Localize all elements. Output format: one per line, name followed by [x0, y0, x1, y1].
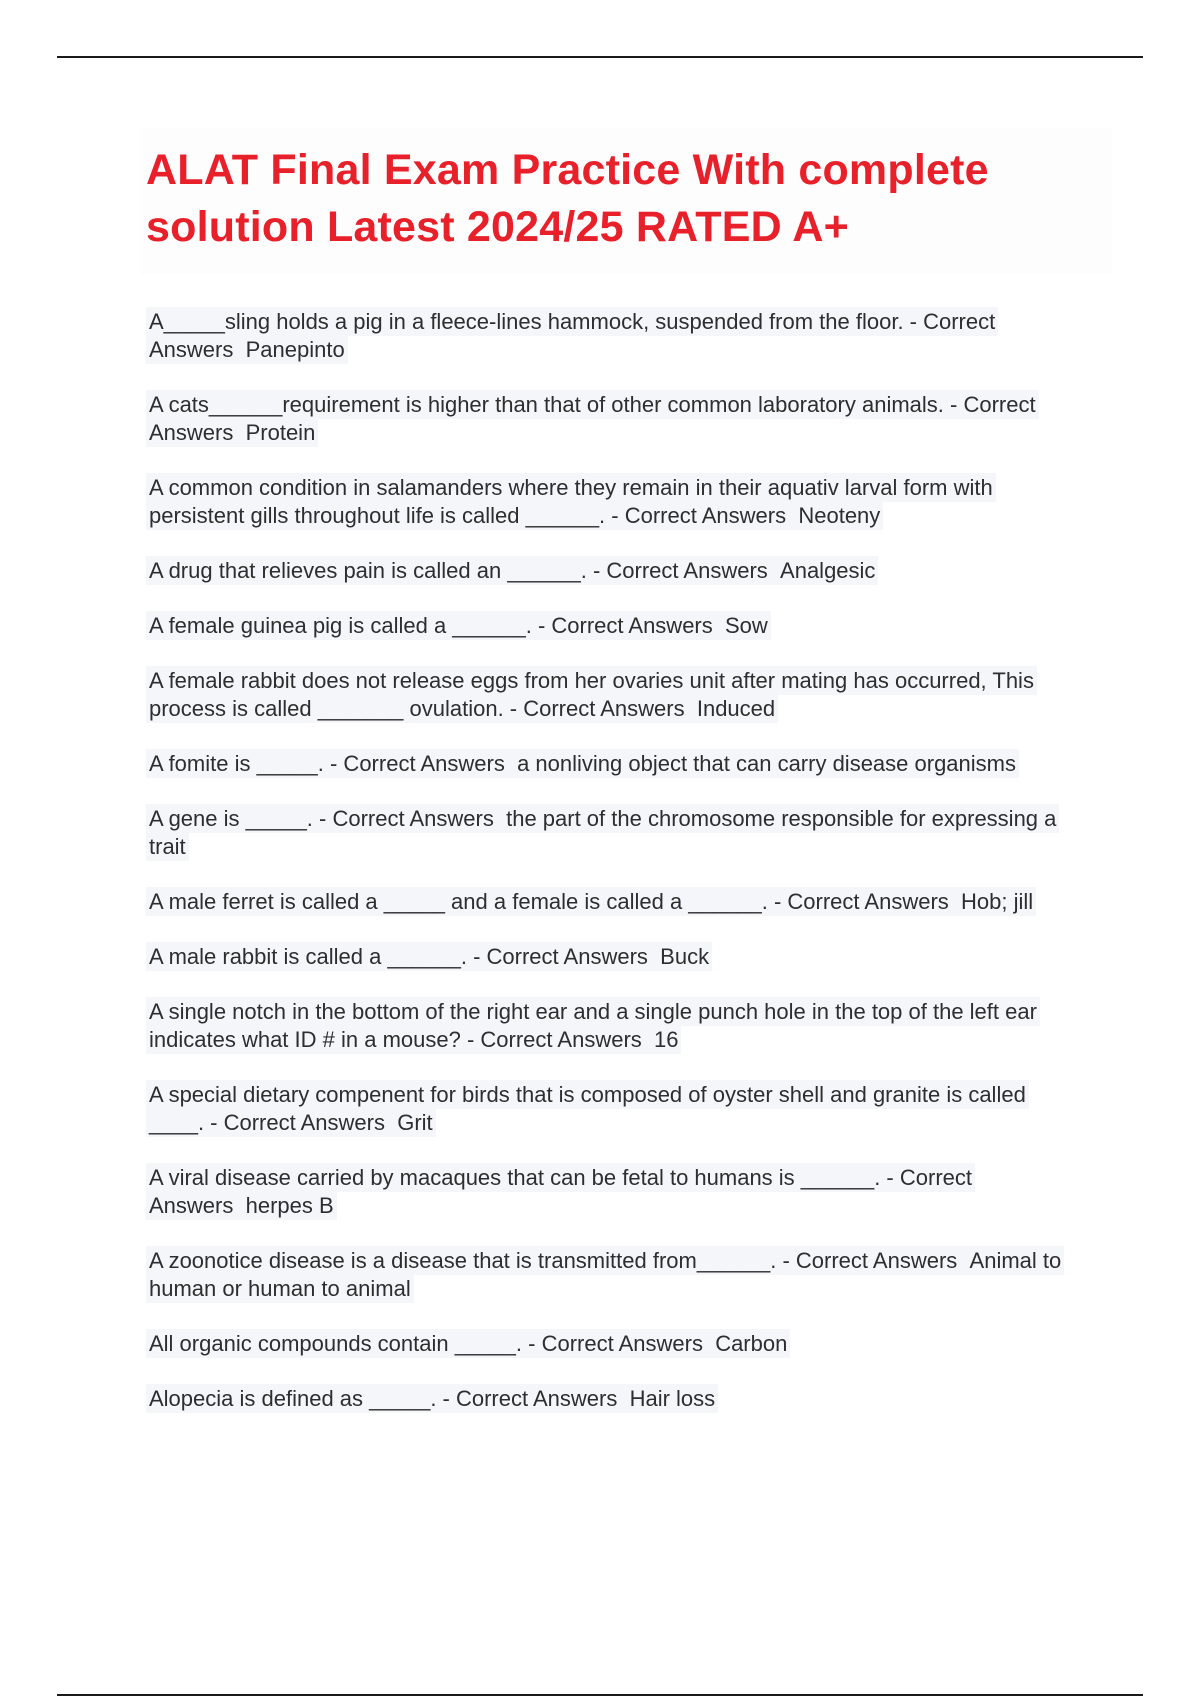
qa-answer: 16 — [654, 1027, 679, 1052]
title-block — [140, 128, 1112, 274]
bottom-rule — [57, 1694, 1143, 1696]
qa-question: A common condition in salamanders where they remain in their aquativ larval form with persistent gills throughout life is called ______. - Correct Answers — [149, 475, 993, 528]
qa-item — [146, 474, 1086, 530]
qa-question: A female rabbit does not release eggs from her ovaries unit after mating has occurred, This process is called _______ ovulation. - Correct Answers — [149, 668, 1034, 721]
qa-answer: Grit — [397, 1110, 433, 1135]
qa-answer: a nonliving object that can carry disease organisms — [517, 751, 1016, 776]
qa-answer: Carbon — [715, 1331, 788, 1356]
document-title: ALAT Final Exam Practice With complete solution Latest 2024/25 RATED A+ — [146, 146, 989, 251]
qa-answer: Animal to human or human to animal — [149, 1248, 1062, 1301]
qa-item — [146, 805, 1086, 861]
qa-item — [146, 1385, 1086, 1413]
qa-item — [146, 998, 1086, 1054]
qa-question: Alopecia is defined as _____. - Correct Answers — [149, 1386, 618, 1411]
qa-answer: Hob; jill — [961, 889, 1034, 914]
qa-question: A_____sling holds a pig in a fleece-lines hammock, suspended from the floor. - Correct Answers — [149, 309, 996, 362]
qa-answer: Neoteny — [798, 503, 881, 528]
qa-item — [146, 943, 1086, 971]
qa-answer: Induced — [696, 696, 776, 721]
qa-question: A special dietary compenent for birds that is composed of oyster shell and granite is called ____. - Correct Answers — [149, 1082, 1026, 1135]
qa-item — [146, 750, 1086, 778]
qa-answer: Protein — [245, 420, 316, 445]
qa-answer: herpes B — [245, 1193, 334, 1218]
qa-question: A gene is _____. - Correct Answers — [149, 806, 494, 831]
qa-item — [146, 1247, 1086, 1303]
qa-list — [146, 308, 1086, 1440]
qa-item — [146, 1164, 1086, 1220]
qa-question: A fomite is _____. - Correct Answers — [149, 751, 505, 776]
qa-answer: the part of the chromosome responsible for expressing a trait — [149, 806, 1057, 859]
qa-answer: Analgesic — [780, 558, 876, 583]
qa-question: A viral disease carried by macaques that can be fetal to humans is ______. - Correct Answers — [149, 1165, 972, 1218]
top-rule — [57, 56, 1143, 58]
qa-item — [146, 612, 1086, 640]
qa-item — [146, 557, 1086, 585]
qa-answer: Panepinto — [245, 337, 345, 362]
qa-question: A drug that relieves pain is called an ______. - Correct Answers — [149, 558, 768, 583]
qa-question: A female guinea pig is called a ______. - Correct Answers — [149, 613, 713, 638]
qa-answer: Hair loss — [629, 1386, 716, 1411]
qa-item — [146, 888, 1086, 916]
qa-question: A zoonotice disease is a disease that is transmitted from______. - Correct Answers — [149, 1248, 958, 1273]
qa-answer: Sow — [725, 613, 768, 638]
qa-answer: Buck — [660, 944, 710, 969]
qa-item — [146, 308, 1086, 364]
qa-item — [146, 391, 1086, 447]
qa-item — [146, 1330, 1086, 1358]
qa-item — [146, 1081, 1086, 1137]
qa-question: A single notch in the bottom of the right ear and a single punch hole in the top of the left ear indicates what ID # in a mouse? - Correct Answers — [149, 999, 1037, 1052]
qa-question: A male rabbit is called a ______. - Correct Answers — [149, 944, 648, 969]
qa-question: All organic compounds contain _____. - Correct Answers — [149, 1331, 703, 1356]
qa-question: A cats______requirement is higher than that of other common laboratory animals. - Correct Answers — [149, 392, 1036, 445]
qa-question: A male ferret is called a _____ and a female is called a ______. - Correct Answers — [149, 889, 949, 914]
qa-item — [146, 667, 1086, 723]
